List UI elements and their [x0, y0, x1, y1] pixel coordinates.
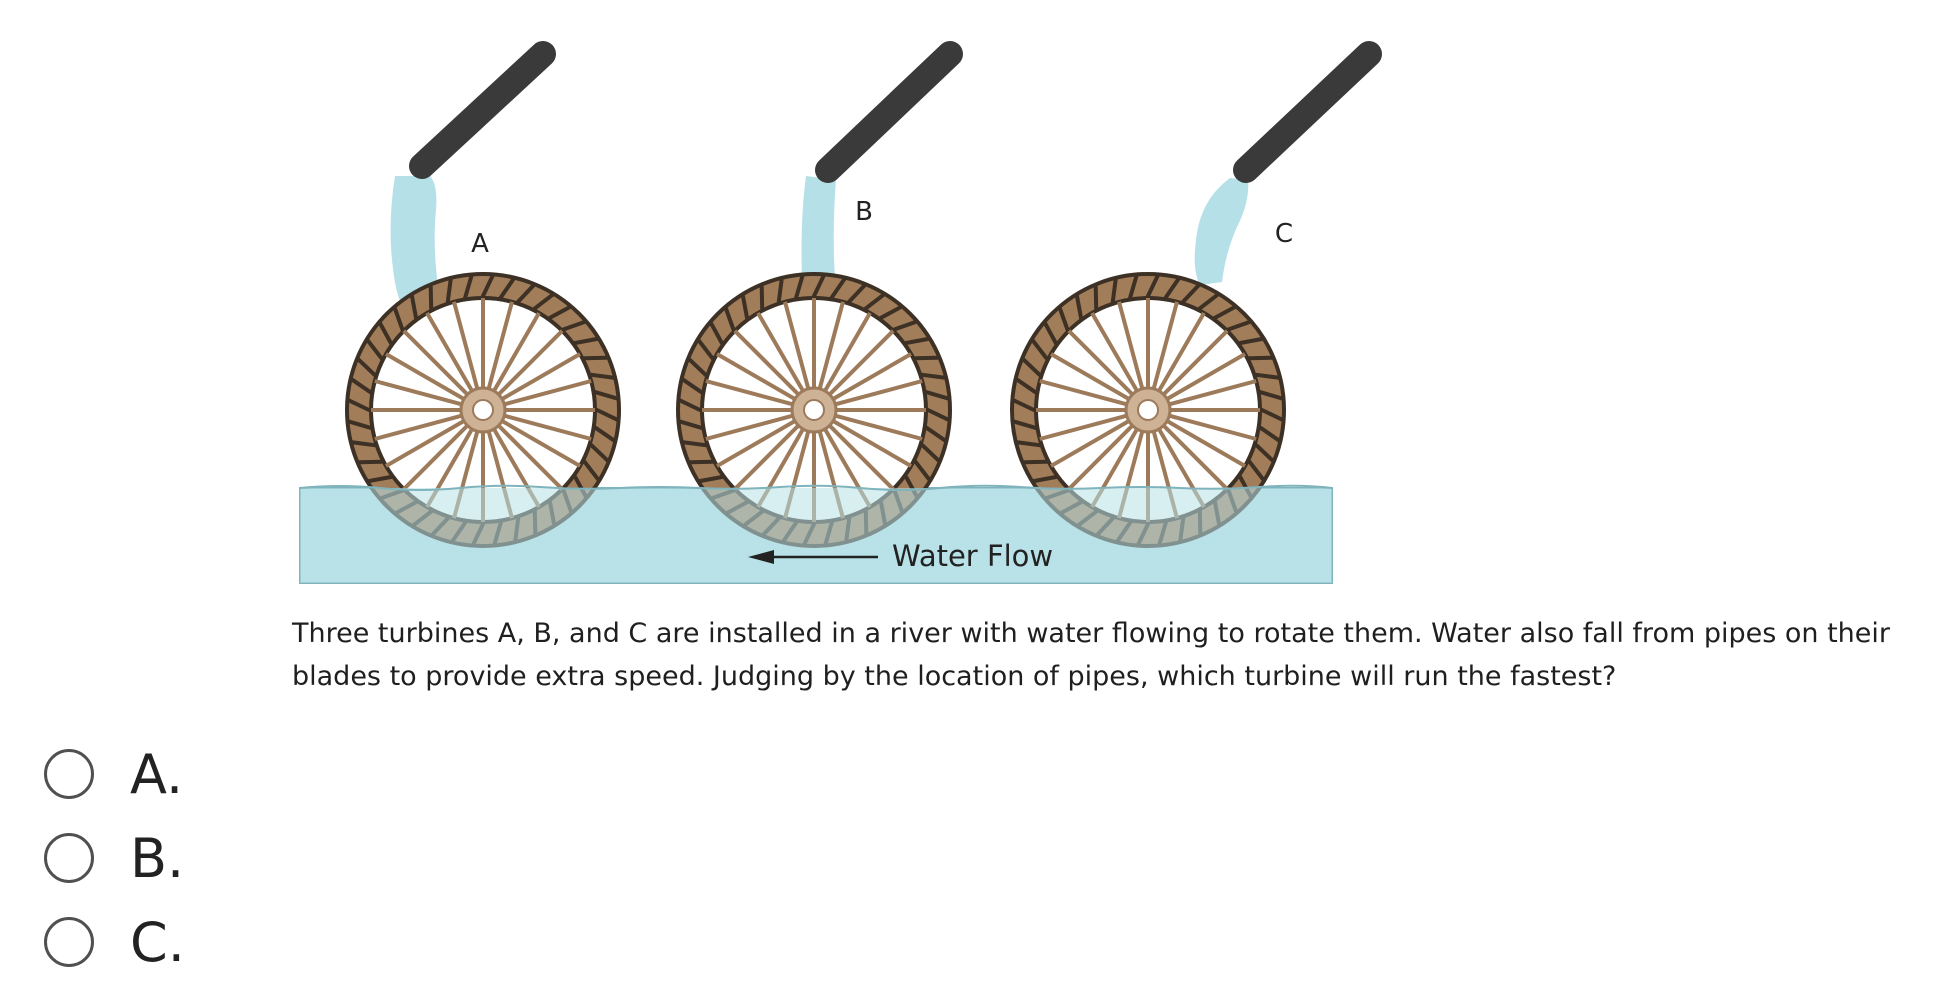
- wheel-blade: [1025, 462, 1047, 463]
- water-stream-c: [1195, 178, 1249, 285]
- wheel-blade: [353, 442, 375, 445]
- wheel-axle: [1138, 400, 1158, 420]
- river-surface-overlay: [300, 488, 1332, 583]
- option-b-label: B.: [130, 826, 185, 890]
- wheel-blade: [762, 287, 763, 309]
- pipe-b: [828, 54, 950, 170]
- wheel-blade: [779, 280, 782, 302]
- turbine-label-b: B: [855, 197, 873, 227]
- flow-label: Water Flow: [892, 539, 1054, 573]
- wheel-blade: [1096, 287, 1097, 309]
- wheel-blade: [360, 462, 382, 463]
- turbine-label-a: A: [471, 229, 489, 259]
- wheel-blade: [691, 462, 713, 463]
- wheel-blade: [684, 442, 706, 445]
- water-stream-b: [802, 176, 837, 280]
- wheel-blade: [1256, 375, 1278, 378]
- radio-b[interactable]: [44, 833, 94, 883]
- wheel-axle: [804, 400, 824, 420]
- wheel-blade: [591, 375, 613, 378]
- pipe-a: [422, 54, 543, 166]
- wheel-blade: [585, 358, 607, 359]
- wheel-blade: [1113, 280, 1116, 302]
- radio-a[interactable]: [44, 749, 94, 799]
- radio-c[interactable]: [44, 917, 94, 967]
- wheel-blade: [1250, 358, 1272, 359]
- option-a[interactable]: [44, 732, 185, 816]
- option-b[interactable]: [44, 816, 185, 900]
- wheel-blade: [922, 375, 944, 378]
- wheel-blade: [916, 358, 938, 359]
- question-text: Three turbines A, B, and C are installed in a river with water flowing to rotate them. Water also fall from pipes on their blades to provide extra speed. Judging by the location of pipes, which turbine will run the fastest?: [292, 618, 1891, 692]
- wheel-blade: [431, 287, 432, 309]
- wheel-blade: [1018, 442, 1040, 445]
- answer-options: [44, 732, 185, 984]
- turbine-label-c: C: [1274, 219, 1294, 249]
- option-c[interactable]: [44, 900, 185, 984]
- option-a-label: A.: [130, 742, 184, 806]
- option-c-label: C.: [130, 910, 185, 974]
- pipe-c: [1246, 54, 1369, 170]
- wheel-blade: [448, 280, 451, 302]
- wheel-axle: [473, 400, 493, 420]
